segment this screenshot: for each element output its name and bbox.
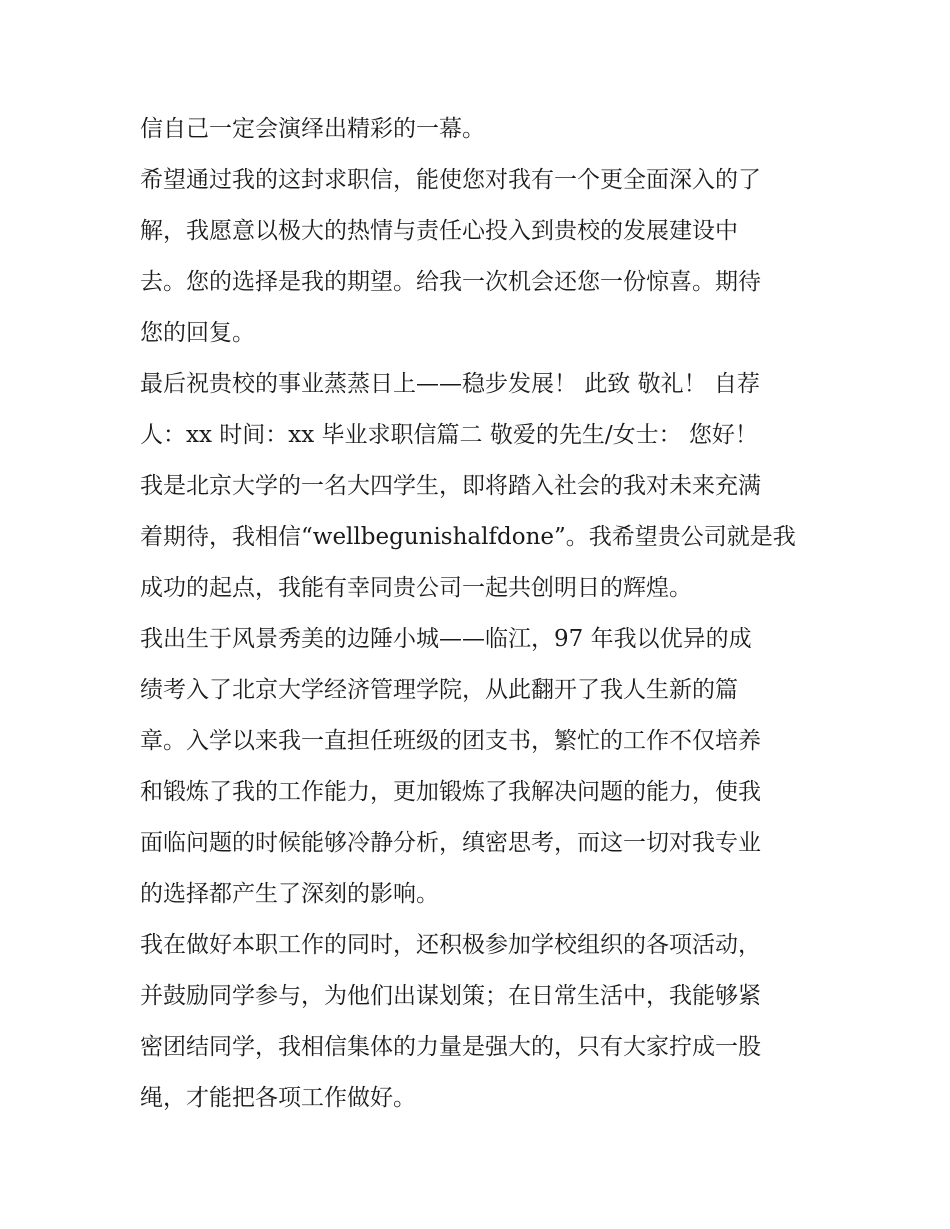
text-line-15: 面临问题的时候能够冷静分析，缜密思考，而这一切对我专业	[140, 830, 761, 856]
text-line-5: 您的回复。	[140, 320, 255, 346]
text-line-20: 绳，才能把各项工作做好。	[140, 1085, 416, 1111]
text-line-6: 最后祝贵校的事业蒸蒸日上——稳步发展！ 此致 敬礼！ 自荐	[140, 371, 760, 397]
text-line-4: 去。您的选择是我的期望。给我一次机会还您一份惊喜。期待	[140, 269, 761, 295]
text-line-12: 绩考入了北京大学经济管理学院，从此翻开了我人生新的篇	[140, 677, 738, 703]
text-line-11: 我出生于风景秀美的边陲小城——临江，97 年我以优异的成	[140, 626, 752, 652]
text-line-13: 章。入学以来我一直担任班级的团支书，繁忙的工作不仅培养	[140, 728, 761, 754]
text-line-16: 的选择都产生了深刻的影响。	[140, 881, 439, 907]
text-line-8: 我是北京大学的一名大四学生，即将踏入社会的我对未来充满	[140, 473, 761, 499]
text-line-7: 人：xx 时间：xx 毕业求职信篇二 敬爱的先生/女士： 您好！	[140, 422, 758, 448]
text-line-3: 解，我愿意以极大的热情与责任心投入到贵校的发展建设中	[140, 218, 738, 244]
text-line-17: 我在做好本职工作的同时，还积极参加学校组织的各项活动，	[140, 932, 761, 958]
text-line-10: 成功的起点，我能有幸同贵公司一起共创明日的辉煌。	[140, 575, 692, 601]
text-line-19: 密团结同学，我相信集体的力量是强大的，只有大家拧成一股	[140, 1034, 761, 1060]
text-line-18: 并鼓励同学参与，为他们出谋划策；在日常生活中，我能够紧	[140, 983, 761, 1009]
body-text	[140, 104, 820, 1124]
text-line-14: 和锻炼了我的工作能力，更加锻炼了我解决问题的能力，使我	[140, 779, 761, 805]
text-line-9: 着期待，我相信“wellbegunishalfdone”。我希望贵公司就是我	[140, 524, 796, 550]
text-line-1: 信自己一定会演绎出精彩的一幕。	[140, 116, 485, 142]
text-line-2: 希望通过我的这封求职信，能使您对我有一个更全面深入的了	[140, 167, 761, 193]
